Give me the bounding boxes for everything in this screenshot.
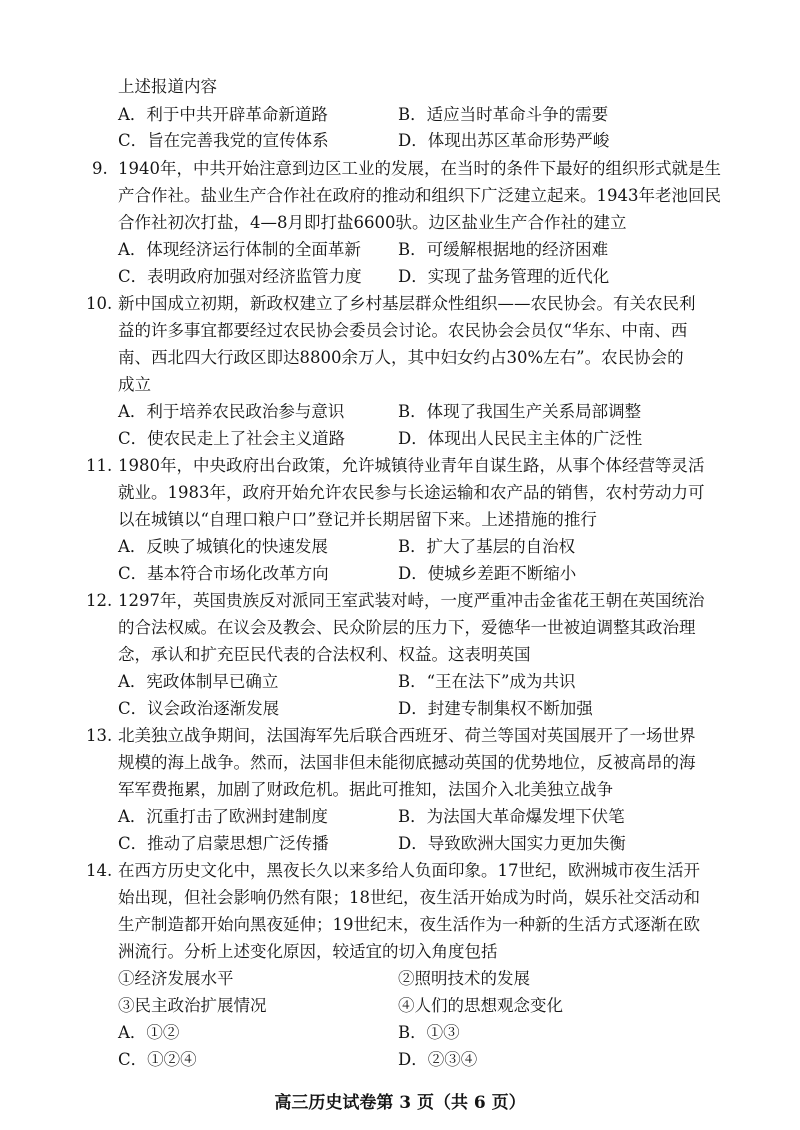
q12-option-a[interactable]: A．宪政体制早已确立: [118, 672, 279, 691]
q13-stem-line: 军军费拖累，加剧了财政危机。据此可推知，法国介入北美独立战争: [118, 780, 613, 799]
q14-item-4: ④人们的思想观念变化: [398, 996, 563, 1015]
q12-stem-line: 念，承认和扩充臣民代表的合法权利、权益。这表明英国: [118, 645, 531, 664]
q11-stem-line: 1980年，中央政府出台政策，允许城镇待业青年自谋生路，从事个体经营等灵活: [118, 456, 705, 475]
q8-option-c[interactable]: C．旨在完善我党的宣传体系: [118, 131, 329, 150]
q11-stem-line: 就业。1983年，政府开始允许农民参与长途运输和农产品的销售，农村劳动力可: [118, 483, 705, 502]
q8-stem-tail: 上述报道内容: [118, 77, 217, 96]
q10-stem-line: 益的许多事宜都要经过农民协会委员会讨论。农民协会会员仅“华东、中南、西: [118, 321, 688, 340]
q9-option-a[interactable]: A．体现经济运行体制的全面革新: [118, 240, 361, 259]
q10-number: 10.: [86, 294, 113, 313]
q12-option-d[interactable]: D．封建专制集权不断加强: [398, 699, 593, 718]
q8-option-d[interactable]: D．体现出苏区革命形势严峻: [398, 131, 610, 150]
q11-number: 11.: [86, 456, 113, 475]
q14-item-1: ①经济发展水平: [118, 969, 234, 988]
q13-option-d[interactable]: D．导致欧洲大国实力更加失衡: [398, 834, 626, 853]
q14-option-a[interactable]: A．①②: [118, 1023, 180, 1042]
q10-option-d[interactable]: D．体现出人民民主主体的广泛性: [398, 429, 643, 448]
q10-stem-line: 新中国成立初期，新政权建立了乡村基层群众性组织——农民协会。有关农民利: [118, 294, 696, 313]
q11-option-b[interactable]: B．扩大了基层的自治权: [398, 537, 576, 556]
q14-number: 14.: [86, 861, 113, 880]
q9-option-c[interactable]: C．表明政府加强对经济监管力度: [118, 267, 362, 286]
q13-option-a[interactable]: A．沉重打击了欧洲封建制度: [118, 807, 328, 826]
q8-option-a[interactable]: A．利于中共开辟革命新道路: [118, 105, 328, 124]
q13-stem-line: 北美独立战争期间，法国海军先后联合西班牙、荷兰等国对英国展开了一场世界: [118, 726, 696, 745]
q14-item-2: ②照明技术的发展: [398, 969, 530, 988]
q14-option-c[interactable]: C．①②④: [118, 1050, 197, 1069]
q10-stem-line: 成立: [118, 375, 151, 394]
q13-option-b[interactable]: B．为法国大革命爆发埋下伏笔: [398, 807, 625, 826]
q13-stem-line: 规模的海上战争。然而，法国非但未能彻底撼动英国的优势地位，反被高昂的海: [118, 753, 696, 772]
q9-stem-line: 产合作社。盐业生产合作社在政府的推动和组织下广泛建立起来。1943年老池回民: [118, 186, 721, 205]
q12-option-c[interactable]: C．议会政治逐渐发展: [118, 699, 280, 718]
q14-option-d[interactable]: D．②③④: [398, 1050, 478, 1069]
q13-number: 13.: [86, 726, 113, 745]
q10-option-b[interactable]: B．体现了我国生产关系局部调整: [398, 402, 642, 421]
q12-number: 12.: [86, 591, 113, 610]
q11-option-c[interactable]: C．基本符合市场化改革方向: [118, 564, 329, 583]
q11-option-d[interactable]: D．使城乡差距不断缩小: [398, 564, 577, 583]
q10-option-a[interactable]: A．利于培养农民政治参与意识: [118, 402, 345, 421]
q10-option-c[interactable]: C．使农民走上了社会主义道路: [118, 429, 346, 448]
q14-stem-line: 洲流行。分析上述变化原因，较适宜的切入角度包括: [118, 942, 498, 961]
q14-option-b[interactable]: B．①③: [398, 1023, 460, 1042]
q14-stem-line: 在西方历史文化中，黑夜长久以来多给人负面印象。17世纪，欧洲城市夜生活开: [118, 861, 700, 880]
q11-option-a[interactable]: A．反映了城镇化的快速发展: [118, 537, 328, 556]
q12-option-b[interactable]: B．“王在法下”成为共识: [398, 672, 576, 691]
q14-stem-line: 生产制造都开始向黑夜延伸；19世纪末，夜生活作为一种新的生活方式逐渐在欧: [118, 915, 700, 934]
q14-stem-line: 始出现，但社会影响仍然有限；18世纪，夜生活开始成为时尚，娱乐社交活动和: [118, 888, 700, 907]
q9-option-d[interactable]: D．实现了盐务管理的近代化: [398, 267, 610, 286]
q14-item-3: ③民主政治扩展情况: [118, 996, 267, 1015]
page-footer: 高三历史试卷第 3 页（共 6 页）: [274, 1093, 526, 1113]
q11-stem-line: 以在城镇以“自理口粮户口”登记并长期居留下来。上述措施的推行: [118, 510, 597, 529]
q13-option-c[interactable]: C．推动了启蒙思想广泛传播: [118, 834, 329, 853]
q12-stem-line: 的合法权威。在议会及教会、民众阶层的压力下，爱德华一世被迫调整其政治理: [118, 618, 696, 637]
q9-option-b[interactable]: B．可缓解根据地的经济困难: [398, 240, 609, 259]
q12-stem-line: 1297年，英国贵族反对派同王室武装对峙，一度严重冲击金雀花王朝在英国统治: [118, 591, 705, 610]
q10-stem-line: 南、西北四大行政区即达8800余万人，其中妇女约占30%左右”。农民协会的: [118, 348, 684, 367]
q9-stem-line: 1940年，中共开始注意到边区工业的发展，在当时的条件下最好的组织形式就是生: [118, 159, 721, 178]
q9-number: 9.: [92, 159, 108, 178]
q9-stem-line: 合作社初次打盐，4—8月即打盐6600驮。边区盐业生产合作社的建立: [118, 213, 627, 232]
q8-option-b[interactable]: B．适应当时革命斗争的需要: [398, 105, 609, 124]
